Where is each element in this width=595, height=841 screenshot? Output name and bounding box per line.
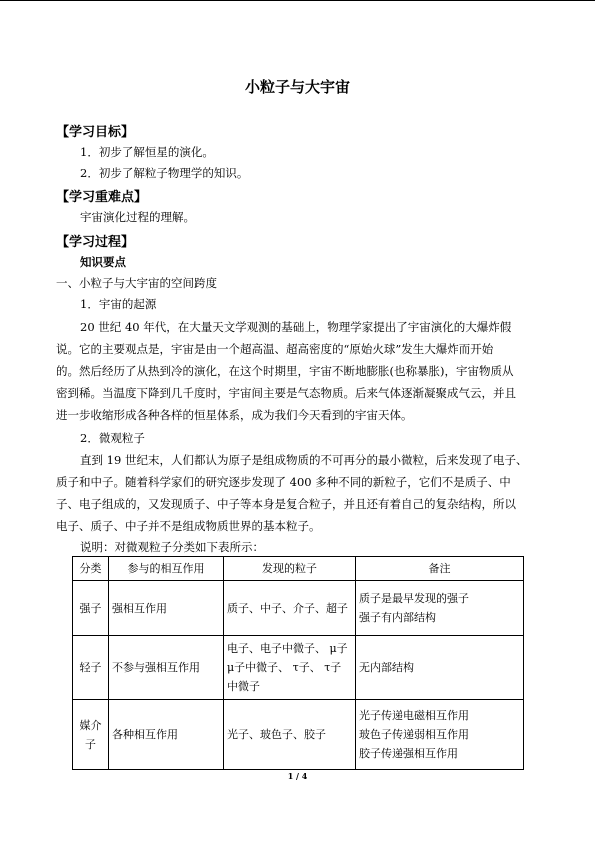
paragraph-particles-line: 质子和中子。随着科学家们的研究逐步发现了 400 多种不同的新粒子，它们不是质子、中	[56, 475, 511, 489]
header-cell: 发现的粒子	[224, 557, 356, 581]
interaction-cell: 各种相互作用	[109, 700, 224, 770]
particle-line: μ子中微子、 τ子、 τ子	[227, 661, 342, 674]
key-points-text: 宇宙演化过程的理解。	[80, 210, 195, 224]
paragraph-origin-line: 的。然后经历了从热到冷的演化，在这个时期里，宇宙不断地膨胀(也称暴胀)，宇宙物质从	[56, 364, 514, 378]
table-caption: 说明：对微观粒子分类如下表所示：	[80, 540, 264, 554]
particles-cell: 质子、中子、介子、超子	[224, 581, 356, 636]
page-title: 小粒子与大宇宙	[244, 78, 350, 96]
table-row	[73, 581, 524, 636]
page-number: 1 / 4	[287, 771, 308, 781]
notes-cell: 无内部结构	[356, 636, 524, 700]
paragraph-particles-line: 直到 19 世纪末，人们都认为原子是组成物质的不可再分的最小微粒，后来发现了电子、	[80, 453, 528, 467]
class-cell: 轻子	[73, 636, 109, 700]
paragraph-particles-line: 子、电子组成的，又发现质子、中子等本身是复合粒子，并且还有着自己的复杂结构，所以	[56, 497, 516, 511]
particles-cell	[224, 636, 356, 700]
header-cell: 分类	[73, 557, 109, 581]
note-line: 质子是最早发现的强子	[359, 592, 469, 605]
notes-cell	[356, 581, 524, 636]
paragraph-particles-line: 电子、质子、中子并不是组成物质世界的基本粒子。	[56, 519, 321, 533]
particle-line: 中微子	[227, 680, 260, 693]
goal-item-1: 1．初步了解恒星的演化。	[80, 145, 214, 159]
particles-cell: 光子、玻色子、胶子	[224, 700, 356, 770]
subsection-micro-particles: 2．微观粒子	[80, 431, 145, 445]
paragraph-origin-line: 20 世纪 40 年代，在大量天文学观测的基础上，物理学家提出了宇宙演化的大爆炸假	[80, 320, 512, 334]
paragraph-origin-line: 进一步收缩形成各种各样的恒星体系，成为我们今天看到的宇宙天体。	[56, 408, 413, 422]
knowledge-points-label: 知识要点	[80, 255, 126, 269]
particle-line: 电子、电子中微子、 μ子	[227, 642, 348, 655]
heading-goals: 【学习目标】	[56, 125, 135, 140]
class-cell: 强子	[73, 581, 109, 636]
table-row	[73, 700, 524, 770]
interaction-cell: 强相互作用	[109, 581, 224, 636]
interaction-cell: 不参与强相互作用	[109, 636, 224, 700]
heading-key-points: 【学习重难点】	[56, 190, 148, 205]
note-line: 玻色子传递弱相互作用	[359, 728, 469, 741]
notes-cell	[356, 700, 524, 770]
class-cell: 媒介子	[73, 700, 109, 770]
top-rule	[0, 0, 595, 1]
note-line: 强子有内部结构	[359, 611, 436, 624]
particle-classification-table	[72, 556, 524, 770]
table-header-row	[73, 557, 524, 581]
table-row	[73, 636, 524, 700]
heading-process: 【学习过程】	[56, 235, 135, 250]
note-line: 光子传递电磁相互作用	[359, 709, 469, 722]
note-line: 胶子传递强相互作用	[359, 747, 458, 760]
subsection-origin: 1．宇宙的起源	[80, 297, 157, 311]
paragraph-origin-line: 密到稀。当温度下降到几千度时，宇宙间主要是气态物质。后来气体逐渐凝聚成气云，并且	[56, 386, 516, 400]
header-cell: 参与的相互作用	[109, 557, 224, 581]
section-heading-1: 一、小粒子与大宇宙的空间跨度	[56, 276, 217, 290]
paragraph-origin-line: 说。它的主要观点是，宇宙是由一个超高温、超高密度的“原始火球”发生大爆炸而开始	[56, 342, 494, 356]
header-cell: 备注	[356, 557, 524, 581]
goal-item-2: 2．初步了解粒子物理学的知识。	[80, 166, 249, 180]
